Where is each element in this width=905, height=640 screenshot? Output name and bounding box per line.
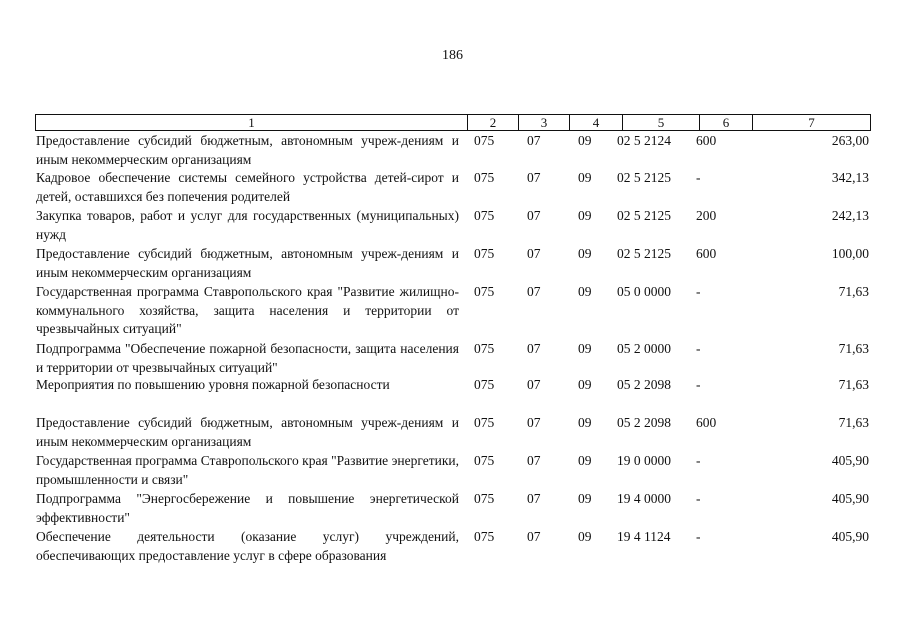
row-name: Государственная программа Ставропольского края "Развитие энергетики, промышленности и связи" bbox=[36, 453, 459, 487]
row-code-ministry: 075 bbox=[474, 341, 495, 356]
row-code-subsection: 09 bbox=[578, 133, 592, 148]
row-code-target: 02 5 2125 bbox=[617, 246, 671, 261]
row-code-target: 05 2 2098 bbox=[617, 415, 671, 430]
row-amount: 342,13 bbox=[831, 170, 869, 185]
row-name: Подпрограмма "Обеспечение пожарной безопасности, защита населения и территории от чрезвычайных ситуаций" bbox=[36, 341, 459, 375]
header-col-2: 2 bbox=[467, 115, 518, 130]
row-name: Мероприятия по повышению уровня пожарной безопасности bbox=[36, 377, 390, 392]
row-code-section: 07 bbox=[527, 491, 541, 506]
row-name: Подпрограмма "Энергосбережение и повышение энергетической эффективности" bbox=[36, 491, 459, 525]
row-code-expense: 200 bbox=[696, 208, 717, 223]
header-col-5: 5 bbox=[622, 115, 699, 130]
row-code-target: 19 4 1124 bbox=[617, 529, 671, 544]
row-name: Кадровое обеспечение системы семейного устройства детей-сирот и детей, оставшихся без попечения родителей bbox=[36, 170, 459, 204]
row-code-ministry: 075 bbox=[474, 453, 495, 468]
table-header bbox=[35, 114, 871, 131]
row-code-ministry: 075 bbox=[474, 133, 495, 148]
row-code-section: 07 bbox=[527, 529, 541, 544]
row-code-subsection: 09 bbox=[578, 453, 592, 468]
row-code-ministry: 075 bbox=[474, 284, 495, 299]
row-amount: 71,63 bbox=[838, 341, 869, 356]
row-code-target: 02 5 2125 bbox=[617, 170, 671, 185]
row-amount: 263,00 bbox=[831, 133, 869, 148]
row-code-expense: - bbox=[696, 491, 701, 506]
row-code-section: 07 bbox=[527, 453, 541, 468]
row-code-subsection: 09 bbox=[578, 208, 592, 223]
row-code-target: 05 2 2098 bbox=[617, 377, 671, 392]
row-code-expense: - bbox=[696, 284, 701, 299]
header-col-7: 7 bbox=[752, 115, 870, 130]
row-code-section: 07 bbox=[527, 133, 541, 148]
row-code-target: 19 0 0000 bbox=[617, 453, 671, 468]
row-code-expense: 600 bbox=[696, 246, 717, 261]
row-code-ministry: 075 bbox=[474, 491, 495, 506]
row-amount: 71,63 bbox=[838, 377, 869, 392]
row-name: Предоставление субсидий бюджетным, автономным учреж-дениям и иным некоммерческим организациям bbox=[36, 246, 459, 280]
row-code-target: 02 5 2124 bbox=[617, 133, 671, 148]
row-name: Предоставление субсидий бюджетным, автономным учреж-дениям и иным некоммерческим организациям bbox=[36, 133, 459, 167]
row-code-section: 07 bbox=[527, 246, 541, 261]
row-code-ministry: 075 bbox=[474, 529, 495, 544]
row-code-target: 02 5 2125 bbox=[617, 208, 671, 223]
row-name: Предоставление субсидий бюджетным, автономным учреж-дениям и иным некоммерческим организациям bbox=[36, 415, 459, 449]
row-code-target: 05 2 0000 bbox=[617, 341, 671, 356]
row-code-expense: - bbox=[696, 341, 701, 356]
row-code-ministry: 075 bbox=[474, 208, 495, 223]
header-col-6: 6 bbox=[699, 115, 752, 130]
row-code-subsection: 09 bbox=[578, 529, 592, 544]
row-code-section: 07 bbox=[527, 377, 541, 392]
row-code-expense: - bbox=[696, 453, 701, 468]
row-code-expense: 600 bbox=[696, 415, 717, 430]
row-code-section: 07 bbox=[527, 170, 541, 185]
row-amount: 405,90 bbox=[831, 529, 869, 544]
header-col-1: 1 bbox=[248, 115, 255, 130]
row-code-section: 07 bbox=[527, 341, 541, 356]
row-amount: 71,63 bbox=[838, 284, 869, 299]
row-amount: 405,90 bbox=[831, 491, 869, 506]
row-code-subsection: 09 bbox=[578, 341, 592, 356]
row-code-target: 05 0 0000 bbox=[617, 284, 671, 299]
row-code-section: 07 bbox=[527, 284, 541, 299]
header-col-4: 4 bbox=[569, 115, 622, 130]
row-amount: 242,13 bbox=[831, 208, 869, 223]
row-code-subsection: 09 bbox=[578, 284, 592, 299]
row-code-subsection: 09 bbox=[578, 246, 592, 261]
row-code-section: 07 bbox=[527, 415, 541, 430]
row-name: Обеспечение деятельности (оказание услуг) учреждений, обеспечивающих предоставление услуг в сфере образования bbox=[36, 529, 459, 563]
row-code-expense: - bbox=[696, 377, 701, 392]
row-code-expense: - bbox=[696, 170, 701, 185]
row-code-expense: 600 bbox=[696, 133, 717, 148]
row-code-section: 07 bbox=[527, 208, 541, 223]
row-amount: 71,63 bbox=[838, 415, 869, 430]
row-code-ministry: 075 bbox=[474, 415, 495, 430]
row-amount: 405,90 bbox=[831, 453, 869, 468]
page-number: 186 bbox=[442, 48, 463, 63]
row-name: Закупка товаров, работ и услуг для государственных (муниципальных) нужд bbox=[36, 208, 459, 242]
row-amount: 100,00 bbox=[831, 246, 869, 261]
row-code-target: 19 4 0000 bbox=[617, 491, 671, 506]
row-code-ministry: 075 bbox=[474, 170, 495, 185]
row-code-subsection: 09 bbox=[578, 170, 592, 185]
row-code-ministry: 075 bbox=[474, 246, 495, 261]
row-code-subsection: 09 bbox=[578, 415, 592, 430]
row-code-expense: - bbox=[696, 529, 701, 544]
header-col-3: 3 bbox=[518, 115, 569, 130]
row-code-subsection: 09 bbox=[578, 491, 592, 506]
row-name: Государственная программа Ставропольского края "Развитие жилищно-коммунального хозяйства, защита населения и территории от чрезвычайных ситуаций" bbox=[36, 284, 459, 336]
row-code-subsection: 09 bbox=[578, 377, 592, 392]
row-code-ministry: 075 bbox=[474, 377, 495, 392]
